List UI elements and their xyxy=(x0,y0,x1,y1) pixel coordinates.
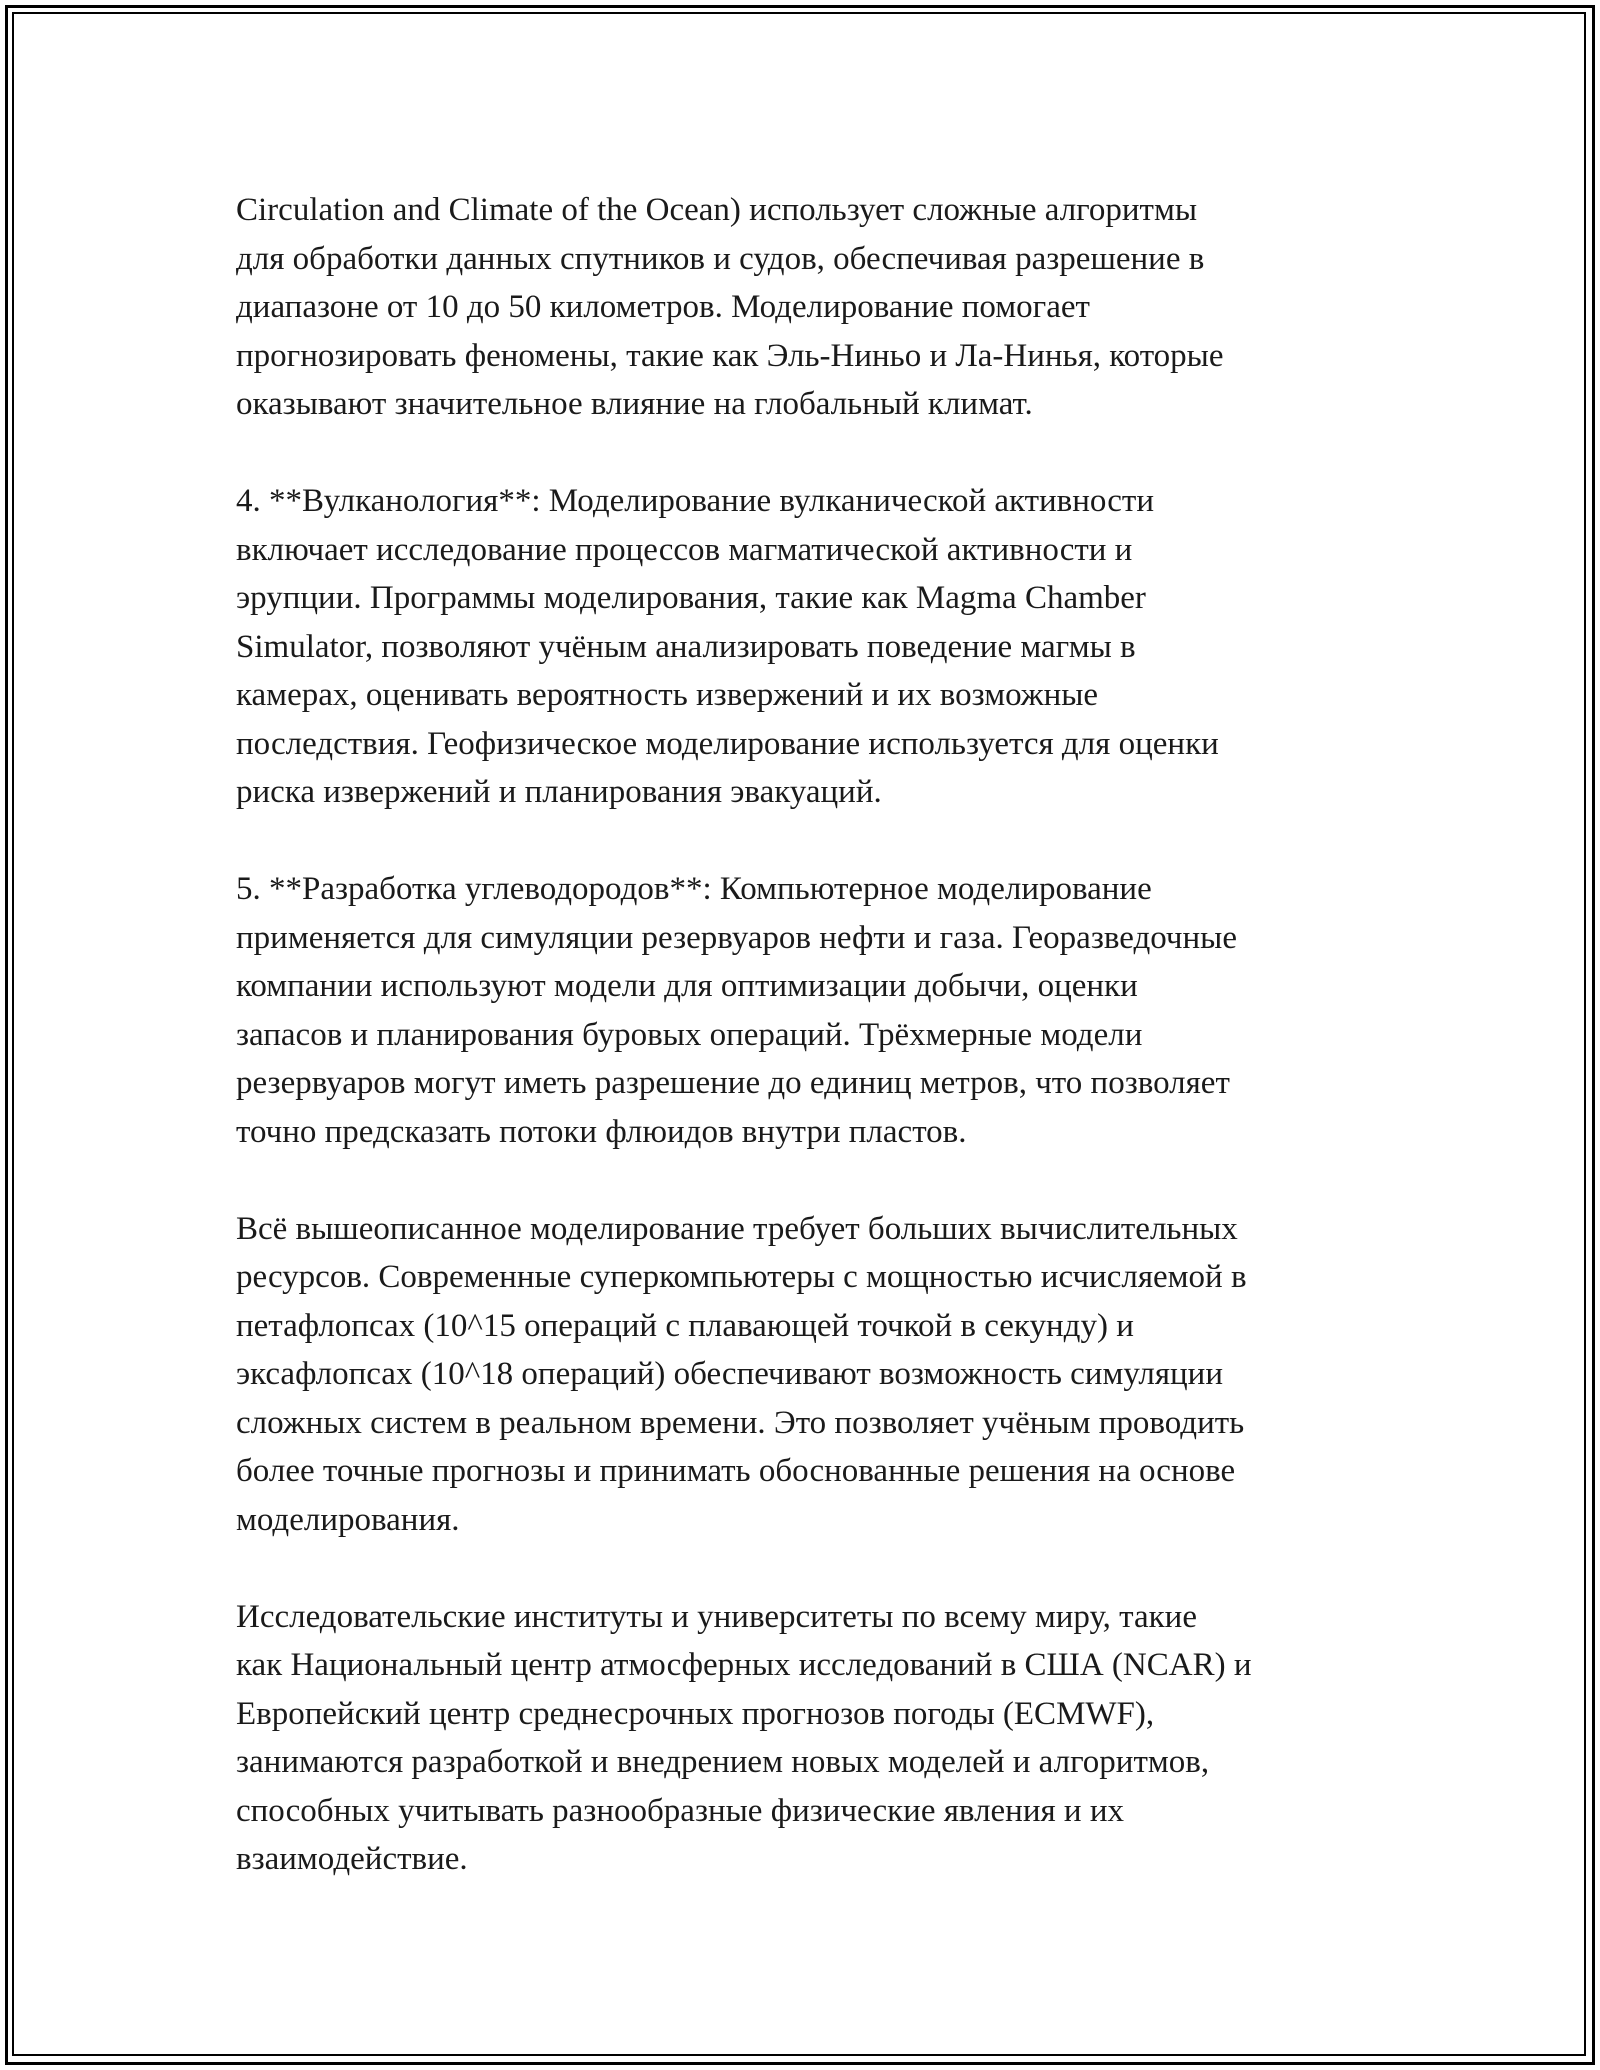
paragraph-research-institutes xyxy=(236,1593,1396,1884)
text-line: 5. **Разработка углеводородов**: Компьютерное моделирование xyxy=(236,871,1152,907)
paragraph-ocean-modeling xyxy=(236,186,1396,429)
text-line: эрупции. Программы моделирования, такие как Magma Chamber xyxy=(236,580,1146,616)
text-line: оказывают значительное влияние на глобальный климат. xyxy=(236,386,1033,422)
text-line: диапазоне от 10 до 50 километров. Моделирование помогает xyxy=(236,289,1090,325)
document-body xyxy=(236,186,1396,1932)
text-line: для обработки данных спутников и судов, обеспечивая разрешение в xyxy=(236,240,1205,277)
text-line: запасов и планирования буровых операций. Трёхмерные модели xyxy=(236,1016,1143,1053)
text-line: последствия. Геофизическое моделирование используется для оценки xyxy=(236,725,1219,762)
text-line: как Национальный центр атмосферных исследований в США (NCAR) и xyxy=(236,1647,1252,1683)
text-line: включает исследование процессов магматической активности и xyxy=(236,531,1133,568)
text-line: моделирования. xyxy=(236,1501,460,1538)
text-line: риска извержений и планирования эвакуаций. xyxy=(236,774,882,810)
text-line: сложных систем в реальном времени. Это позволяет учёным проводить xyxy=(236,1404,1245,1441)
text-line: Европейский центр среднесрочных прогнозов погоды (ECMWF), xyxy=(236,1695,1155,1732)
text-line: камерах, оценивать вероятность извержений и их возможные xyxy=(236,677,1099,713)
text-line: взаимодействие. xyxy=(236,1841,468,1877)
text-line: эксафлопсах (10^18 операций) обеспечивают возможность симуляции xyxy=(236,1356,1224,1392)
text-line: Simulator, позволяют учёным анализировать поведение магмы в xyxy=(236,628,1136,665)
text-line: прогнозировать феномены, такие как Эль-Ниньо и Ла-Нинья, которые xyxy=(236,337,1224,374)
text-line: применяется для симуляции резервуаров нефти и газа. Георазведочные xyxy=(236,919,1237,956)
paragraph-hydrocarbons xyxy=(236,865,1396,1156)
paragraph-volcanology xyxy=(236,477,1396,817)
paragraph-computing-resources xyxy=(236,1205,1396,1545)
text-line: компании используют модели для оптимизации добычи, оценки xyxy=(236,968,1138,1004)
text-line: 4. **Вулканология**: Моделирование вулканической активности xyxy=(236,483,1154,519)
text-line: более точные прогнозы и принимать обоснованные решения на основе xyxy=(236,1453,1236,1489)
text-line: способных учитывать разнообразные физические явления и их xyxy=(236,1792,1125,1829)
text-line: резервуаров могут иметь разрешение до единиц метров, что позволяет xyxy=(236,1065,1230,1101)
text-line: Всё вышеописанное моделирование требует больших вычислительных xyxy=(236,1210,1238,1247)
text-line: Исследовательские институты и университеты по всему миру, такие xyxy=(236,1598,1197,1635)
text-line: Circulation and Climate of the Ocean) использует сложные алгоритмы xyxy=(236,192,1198,228)
text-line: петафлопсах (10^15 операций с плавающей точкой в секунду) и xyxy=(236,1307,1134,1344)
text-line: занимаются разработкой и внедрением новых моделей и алгоритмов, xyxy=(236,1744,1210,1780)
text-line: ресурсов. Современные суперкомпьютеры с мощностью исчисляемой в xyxy=(236,1259,1247,1295)
text-line: точно предсказать потоки флюидов внутри пластов. xyxy=(236,1113,967,1150)
